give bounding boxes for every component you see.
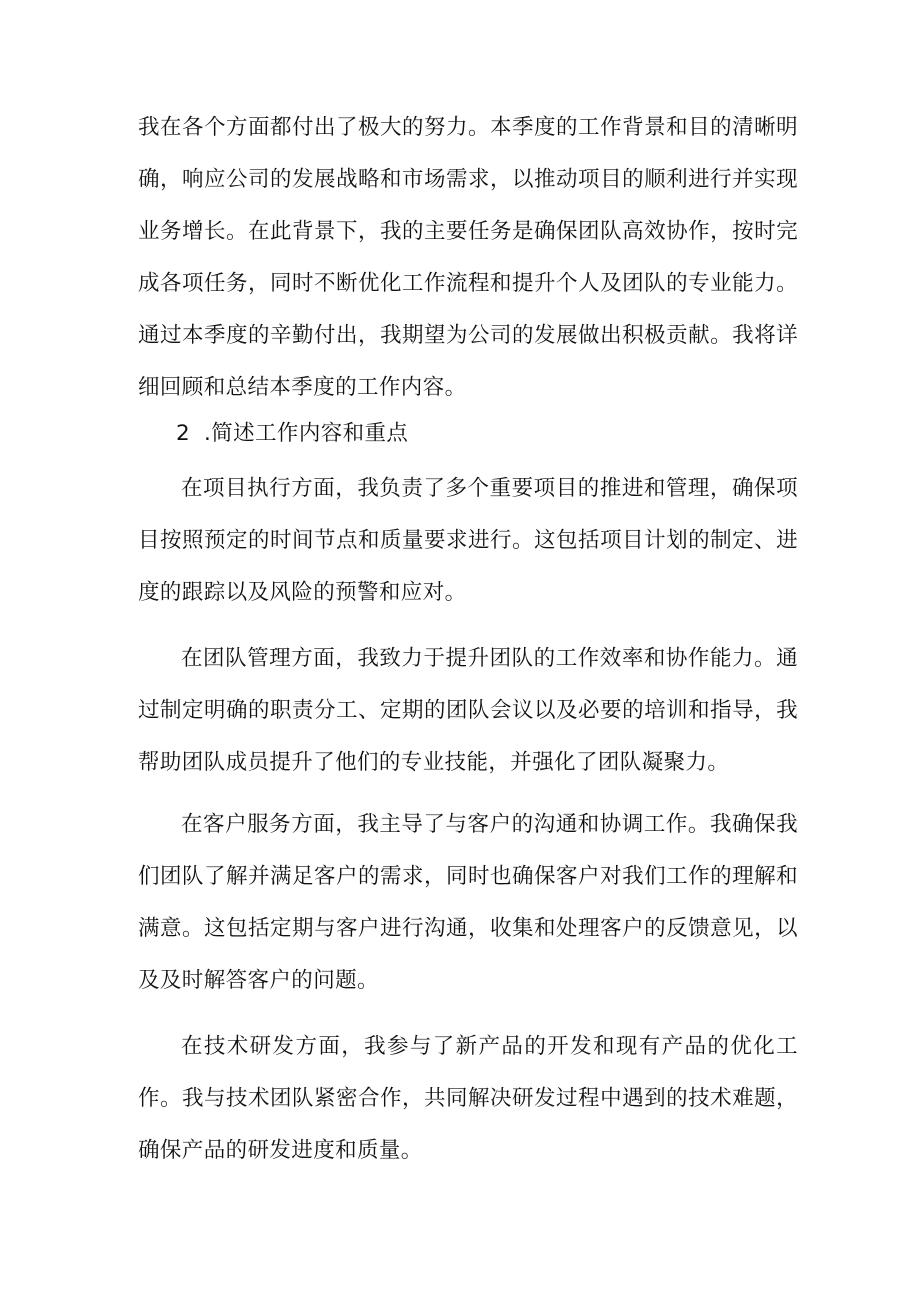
section-heading [176,413,408,455]
paragraph-customer-service: 在客户服务方面，我主导了与客户的沟通和协调工作。我确保我们团队了解并满足客户的需求，同时也确保客户对我们工作的理解和满意。这包括定期与客户进行沟通，收集和处理客户的反馈意见，以及及时解答客户的问题。 [138,812,798,993]
paragraph-tech-rnd: 在技术研发方面，我参与了新产品的开发和现有产品的优化工作。我与技术团队紧密合作，共同解决研发过程中遇到的技术难题，确保产品的研发进度和质量。 [138,1034,798,1163]
paragraph-team-management: 在团队管理方面，我致力于提升团队的工作效率和协作能力。通过制定明确的职责分工、定期的团队会议以及必要的培训和指导，我帮助团队成员提升了他们的专业技能，并强化了团队凝聚力。 [138,646,798,775]
section-number: 2 [176,421,191,446]
intro-paragraph: 我在各个方面都付出了极大的努力。本季度的工作背景和目的清晰明确，响应公司的发展战略和市场需求，以推动项目的顺利进行并实现业务增长。在此背景下，我的主要任务是确保团队高效协作，按时完成各项任务，同时不断优化工作流程和提升个人及团队的专业能力。通过本季度的辛勤付出，我期望为公司的发展做出积极贡献。我将详细回顾和总结本季度的工作内容。 [138,115,798,400]
section-title: .简述工作内容和重点 [204,421,409,446]
paragraph-project-execution: 在项目执行方面，我负责了多个重要项目的推进和管理，确保项目按照预定的时间节点和质量要求进行。这包括项目计划的制定、进度的跟踪以及风险的预警和应对。 [138,476,798,605]
